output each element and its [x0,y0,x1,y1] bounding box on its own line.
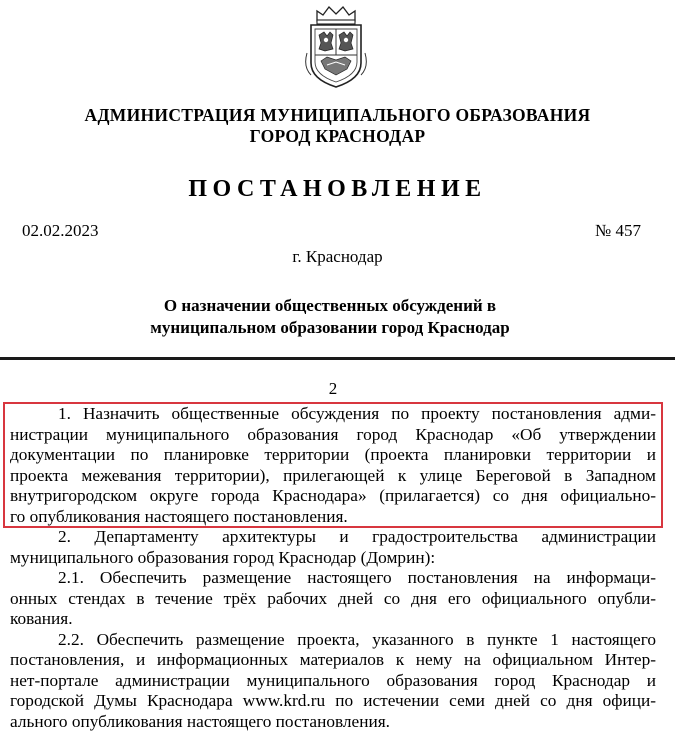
body-line: внутригородском округе города Краснодара» (прилагается) со дня официально- [10,486,656,505]
body-line: го опубликования настоящего постановления. [10,506,348,526]
body-line: городской Думы Краснодара www.krd.ru по истечении семи дней со дня офици- [10,691,656,710]
page-number: 2 [328,379,338,398]
organization-name-line2: ГОРОД КРАСНОДАР [249,126,426,146]
body-line: 2. Департаменту архитектуры и градостроительства администрации [58,527,656,546]
document-title-line1: О назначении общественных обсуждений в [163,296,497,315]
document-city: г. Краснодар [292,247,383,266]
page-divider [0,357,675,360]
coat-of-arms-icon [303,5,369,89]
body-line: 2.2. Обеспечить размещение проекта, указанного в пункте 1 настоящего [58,629,656,649]
body-line: кования. [10,609,73,628]
highlight-box [3,402,663,528]
body-line: 2.1. Обеспечить размещение настоящего постановления на информаци- [58,568,656,587]
body-line: проекта межевания территории), прилегающей к улице Береговой в Западном [10,465,656,485]
document-type: ПОСТАНОВЛЕНИЕ [188,176,487,202]
body-line: ального опубликования настоящего постановления. [10,711,390,731]
body-line: нет-портале администрации муниципального образования город Краснодар и [10,670,656,690]
document-title-line2: муниципальном образовании город Краснодар [150,318,510,337]
body-line: онных стендах в течение трёх рабочих дней со дня его официального опубли- [10,588,656,608]
body-line: нистрации муниципального образования город Краснодар «Об утверждении [10,424,656,444]
body-line: 1. Назначить общественные обсуждения по проекту постановления адми- [58,404,656,423]
document-number: № 457 [595,221,641,240]
body-line: постановления, и информационных материалов к нему на официальном Интер- [10,650,656,669]
organization-name-line1: АДМИНИСТРАЦИЯ МУНИЦИПАЛЬНОГО ОБРАЗОВАНИЯ [84,105,591,125]
body-line: документации по планировке территории (проекта планировки территории и [10,445,656,464]
body-line: муниципального образования город Краснодар (Домрин): [10,547,436,567]
document-date: 02.02.2023 [22,221,99,240]
